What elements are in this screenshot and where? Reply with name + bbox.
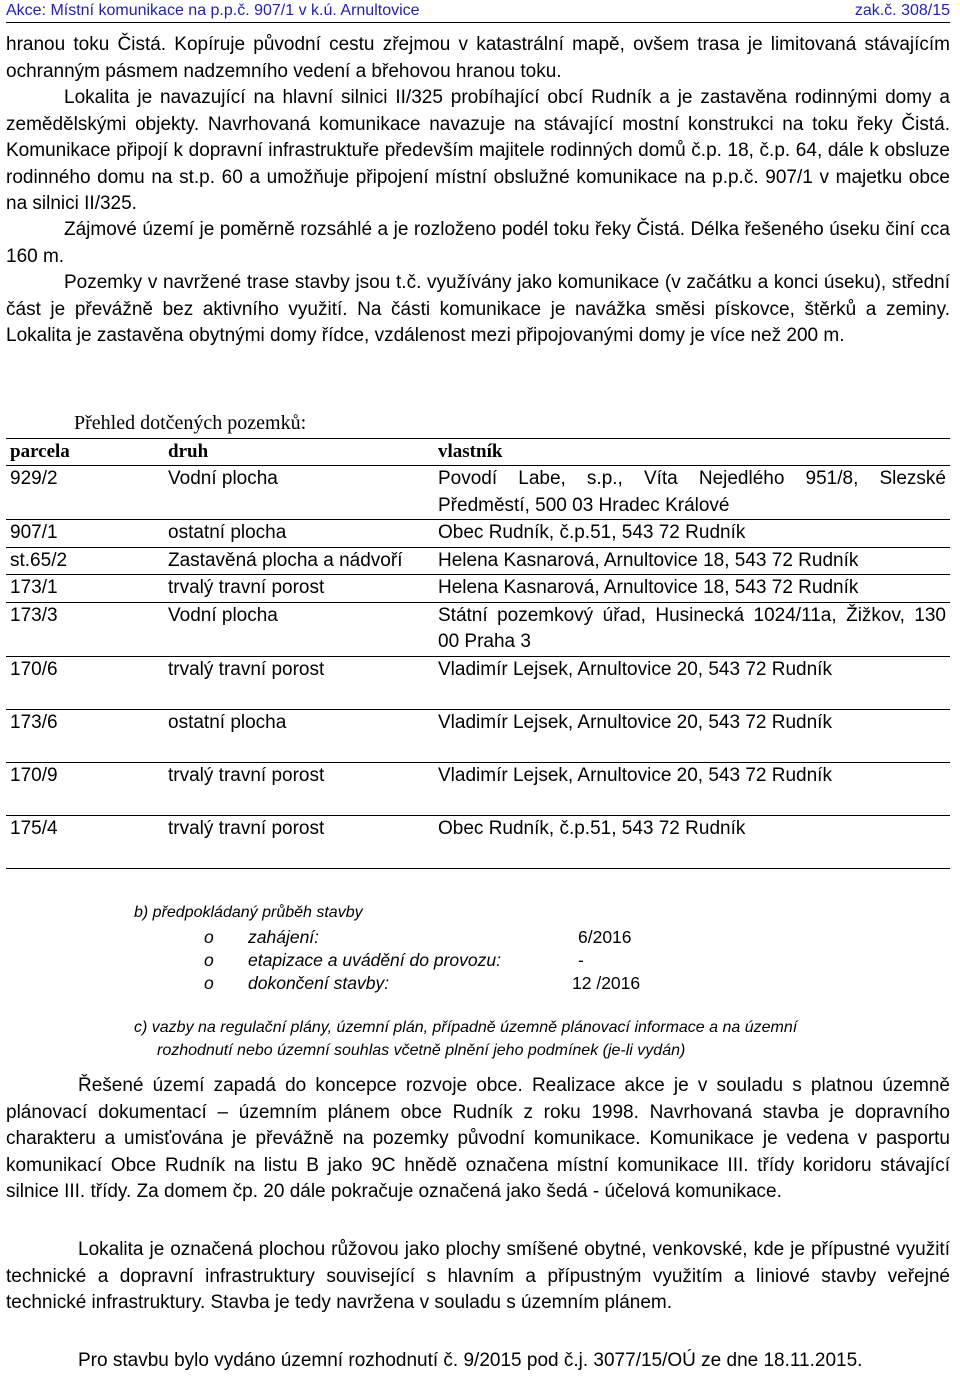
table-row: [6, 762, 950, 815]
cell-druh: trvalý travní porost: [164, 762, 434, 815]
column-header-vlastnik: vlastník: [434, 439, 950, 466]
cell-parcela: 929/2: [6, 466, 164, 520]
completion-value: 12 /2016: [572, 973, 641, 993]
cell-parcela: 907/1: [6, 520, 164, 548]
cell-vlastnik: Helena Kasnarová, Arnultovice 18, 543 72 Rudník: [434, 547, 950, 575]
cell-parcela: 170/6: [6, 656, 164, 709]
paragraph-3: Zájmové území je poměrně rozsáhlé a je rozloženo podél toku řeky Čistá. Délka řešeného úseku činí cca 160 m.: [6, 219, 950, 267]
completion-label: dokončení stavby:: [248, 973, 390, 993]
parcels-table: [6, 438, 950, 869]
cell-parcela: 173/3: [6, 602, 164, 656]
cell-vlastnik: Povodí Labe, s.p., Víta Nejedlého 951/8, Slezské Předměstí, 500 03 Hradec Králové: [434, 466, 950, 520]
cell-druh: ostatní plocha: [164, 709, 434, 762]
cell-parcela: st.65/2: [6, 547, 164, 575]
paragraph-5: Řešené území zapadá do koncepce rozvoje obce. Realizace akce je v souladu s platnou územně plánovací dokumentací – územním plánem obce Rudník z roku 1998. Navrhovaná stavba je dopravního charakteru a umisťována je převážně na pozemky původní komunikace. Komunikace je vedena v pasportu komunikací Obce Rudník na listu B jako 9C hnědě označena místní komunikace III. třídy koridoru stávající silnice III. třídy. Za domem čp. 20 dále pokračuje označená jako šedá - účelová komunikace.: [6, 1075, 950, 1202]
cell-vlastnik: Helena Kasnarová, Arnultovice 18, 543 72 Rudník: [434, 575, 950, 603]
staging-value: -: [578, 950, 584, 970]
table-row: [6, 815, 950, 868]
cell-druh: trvalý travní porost: [164, 575, 434, 603]
table-row: [6, 575, 950, 603]
page-header: [6, 0, 950, 23]
table-header-row: [6, 439, 950, 466]
staging-label: etapizace a uvádění do provozu:: [248, 950, 501, 970]
cell-parcela: 170/9: [6, 762, 164, 815]
table-row: [6, 547, 950, 575]
paragraph-7: Pro stavbu bylo vydáno územní rozhodnutí č. 9/2015 pod č.j. 3077/15/OÚ ze dne 18.11.2015.: [78, 1350, 863, 1371]
bullet-marker: o: [204, 950, 214, 970]
paragraph-1: hranou toku Čistá. Kopíruje původní cestu zřejmou v katastrální mapě, ovšem trasa je limitovaná stávajícím ochranným pásmem nadzemního vedení a břehovou hranou toku.: [6, 34, 950, 82]
table-row: [6, 520, 950, 548]
paragraph-2: Lokalita je navazující na hlavní silnici II/325 probíhající obcí Rudník a je zastavěna rodinnými domy a zemědělskými objekty. Navrhovaná komunikace navazuje na stávající mostní konstrukci na toku řeky Čistá. Komunikace připojí k dopravní infrastruktuře především majitele rodinných domů č.p. 18, č.p. 64, dále k obsluze rodinného domu na st.p. 60 a umožňuje připojení místní obslužné komunikace na p.p.č. 907/1 v majetku obce na silnici II/325.: [6, 87, 950, 214]
header-contract-number: zak.č. 308/15: [854, 2, 950, 19]
cell-vlastnik: Vladimír Lejsek, Arnultovice 20, 543 72 Rudník: [434, 656, 950, 709]
cell-vlastnik: Vladimír Lejsek, Arnultovice 20, 543 72 Rudník: [434, 762, 950, 815]
header-project-title: Akce: Místní komunikace na p.p.č. 907/1 v k.ú. Arnultovice: [6, 2, 420, 19]
cell-druh: ostatní plocha: [164, 520, 434, 548]
bullet-marker: o: [204, 973, 214, 993]
table-row: [6, 656, 950, 709]
section-b-heading: b) předpokládaný průběh stavby: [134, 904, 363, 921]
cell-parcela: 173/1: [6, 575, 164, 603]
section-c-line-1: c) vazby na regulační plány, územní plán, případně územně plánovací informace a na územní: [134, 1019, 798, 1036]
bullet-marker: o: [204, 927, 214, 947]
table-title: Přehled dotčených pozemků:: [74, 412, 307, 434]
start-value: 6/2016: [578, 927, 632, 947]
start-label: zahájení:: [248, 927, 320, 947]
cell-vlastnik: Vladimír Lejsek, Arnultovice 20, 543 72 Rudník: [434, 709, 950, 762]
cell-vlastnik: Obec Rudník, č.p.51, 543 72 Rudník: [434, 815, 950, 868]
cell-druh: trvalý travní porost: [164, 815, 434, 868]
paragraph-4: Pozemky v navržené trase stavby jsou t.č. využívány jako komunikace (v začátku a konci úseku), střední část je převážně bez aktivního využití. Na části komunikace je navážka směsi pískovce, štěrků a zeminy. Lokalita je zastavěna obytnými domy řídce, vzdálenost mezi připojovanými domy je více než 200 m.: [6, 272, 950, 346]
cell-parcela: 175/4: [6, 815, 164, 868]
cell-vlastnik: Státní pozemkový úřad, Husinecká 1024/11a, Žižkov, 130 00 Praha 3: [434, 602, 950, 656]
cell-parcela: 173/6: [6, 709, 164, 762]
cell-druh: Zastavěná plocha a nádvoří: [164, 547, 434, 575]
cell-druh: Vodní plocha: [164, 602, 434, 656]
table-row: [6, 709, 950, 762]
paragraph-6: Lokalita je označená plochou růžovou jako plochy smíšené obytné, venkovské, kde je přípustné využití technické a dopravní infrastruktury související s hlavním a přípustným využitím a liniové stavby veřejné technické infrastruktury. Stavba je tedy navržena v souladu s územním plánem.: [6, 1239, 950, 1313]
table-row: [6, 466, 950, 520]
column-header-druh: druh: [164, 439, 434, 466]
column-header-parcela: parcela: [6, 439, 164, 466]
cell-vlastnik: Obec Rudník, č.p.51, 543 72 Rudník: [434, 520, 950, 548]
section-c-line-2: rozhodnutí nebo územní souhlas včetně plnění jeho podmínek (je-li vydán): [157, 1042, 686, 1059]
cell-druh: Vodní plocha: [164, 466, 434, 520]
cell-druh: trvalý travní porost: [164, 656, 434, 709]
table-row: [6, 602, 950, 656]
